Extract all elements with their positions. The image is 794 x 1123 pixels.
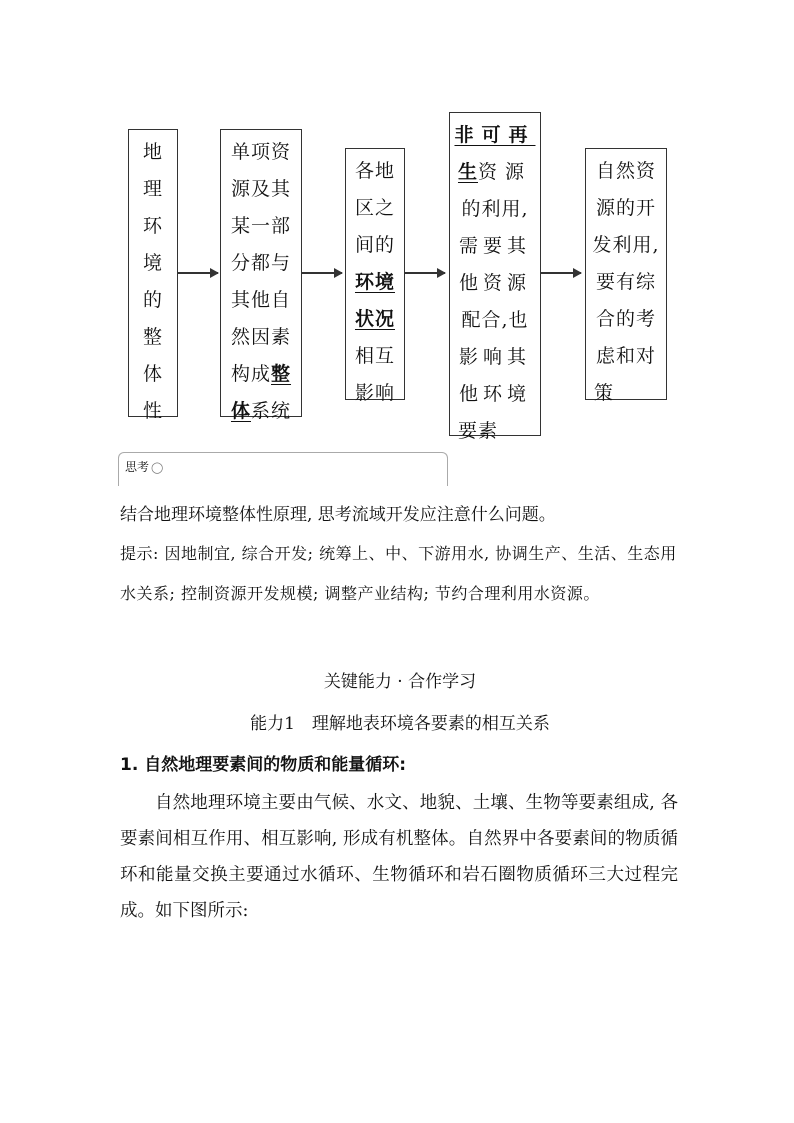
flow-text: 自然资 <box>595 160 656 182</box>
flow-text: 境 <box>142 252 163 274</box>
section-title: 关键能力 · 合作学习 <box>323 672 477 692</box>
flow-text: 影响 <box>354 382 395 404</box>
flow-keyword: 环境 <box>354 271 395 293</box>
flow-box-integrity <box>128 129 178 422</box>
flow-text: 分都与 <box>230 252 291 274</box>
flow-box-nonrenewable <box>449 112 541 442</box>
flow-text: 配合,也 <box>461 309 529 331</box>
flow-text: 发利用, <box>592 234 660 256</box>
flow-text: 他环境 <box>458 383 531 405</box>
flow-text: 虑和对 <box>595 345 656 367</box>
lightbulb-icon: ◯ <box>151 461 164 474</box>
flow-text: 要有综 <box>595 271 656 293</box>
flow-text: 影响其 <box>458 346 531 368</box>
flow-arrow <box>302 272 342 274</box>
flow-text: 某一部 <box>230 215 291 237</box>
flow-text: 其他自 <box>230 289 291 311</box>
flow-text: 合的考 <box>595 308 656 330</box>
flow-text: 地 <box>142 141 163 163</box>
flow-text: 他资源 <box>458 272 531 294</box>
think-hint: 提示: 因地制宜, 综合开发; 统筹上、中、下游用水, 协调生产、生活、生态用水关系; 控制资源开发规模; 调整产业结构; 节约合理利用水资源。 <box>120 544 677 603</box>
flow-keyword: 生 <box>457 161 478 183</box>
flowchart <box>0 0 794 440</box>
flow-text: 系统 <box>251 400 292 422</box>
think-label: 思考 <box>125 460 150 474</box>
section-subtitle: 能力1 理解地表环境各要素的相互关系 <box>250 714 550 734</box>
flow-box-single-resource <box>220 129 302 422</box>
flow-text: 相互 <box>354 345 395 367</box>
flow-text: 构成 <box>230 363 271 385</box>
flow-text: 源的开 <box>595 197 656 219</box>
flow-arrow <box>178 272 218 274</box>
flow-text: 整 <box>142 326 163 348</box>
flow-text: 资源 <box>478 161 533 183</box>
flow-box-natural-resource <box>585 148 667 404</box>
flow-text: 需要其 <box>458 235 531 257</box>
think-question: 结合地理环境整体性原理, 思考流域开发应注意什么问题。 <box>120 505 556 525</box>
flow-arrow <box>541 272 581 274</box>
flow-text: 环 <box>142 215 163 237</box>
flow-keyword: 状况 <box>354 308 395 330</box>
flow-text: 体 <box>142 363 163 385</box>
flow-arrow <box>405 272 445 274</box>
flow-text: 区之 <box>354 197 395 219</box>
flow-text: 理 <box>142 178 163 200</box>
section-body: 自然地理环境主要由气候、水文、地貌、土壤、生物等要素组成, 各要素间相互作用、相互影响, 形成有机整体。自然界中各要素间的物质循环和能量交换主要通过水循环、生物循环和岩石圈物质循环三大过程完成。如下图所示: <box>120 793 678 921</box>
flow-keyword: 体 <box>230 400 251 422</box>
flow-keyword: 整 <box>271 363 292 385</box>
think-tab <box>118 452 448 486</box>
flow-text: 的利用, <box>461 198 529 220</box>
flow-text: 的 <box>142 289 163 311</box>
flow-text: 然因素 <box>230 326 291 348</box>
flow-text: 策 <box>594 382 615 404</box>
flow-text: 源及其 <box>230 178 291 200</box>
flow-text: 单项资 <box>230 141 291 163</box>
flow-text: 要素 <box>458 420 499 442</box>
flow-text: 各地 <box>354 160 395 182</box>
flow-text: 性 <box>142 400 163 422</box>
flow-keyword: 非可再 <box>454 124 536 146</box>
flow-box-regions <box>345 148 405 404</box>
flow-text: 间的 <box>354 234 395 256</box>
section-heading: 1. 自然地理要素间的物质和能量循环: <box>120 755 407 775</box>
